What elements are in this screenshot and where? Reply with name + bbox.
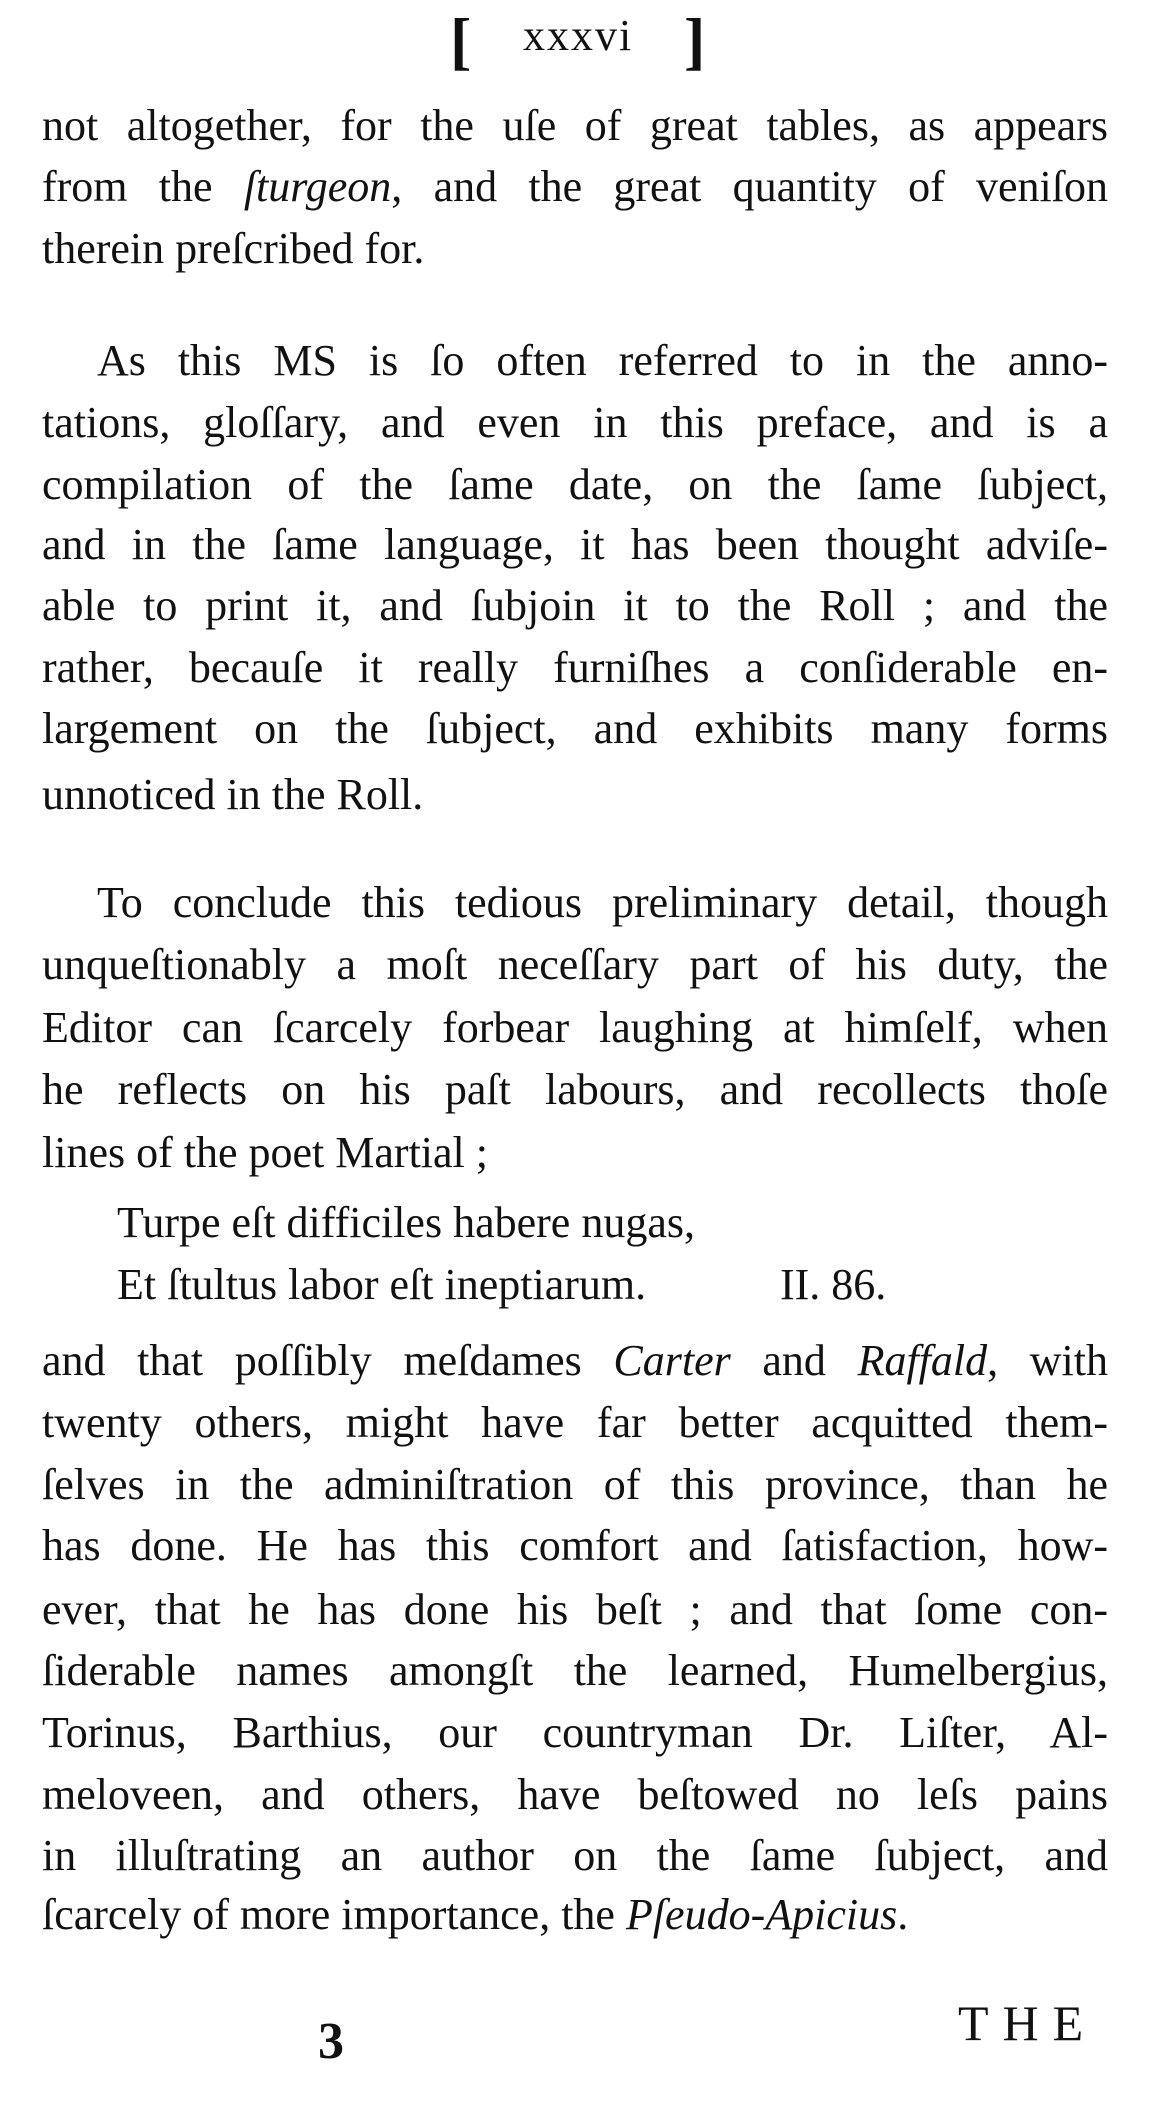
verse-line: Et ſtultus labor eſt ineptiarum. [117, 1260, 647, 1309]
text-line [42, 101, 1108, 150]
text-run: Torinus, Barthius, our countryman Dr. Liſter, Al- [42, 1708, 1108, 1757]
text-run: To conclude this tedious preliminary detail, though [97, 878, 1108, 927]
text-line [42, 1460, 1108, 1509]
text-line [42, 1646, 1108, 1695]
signature-mark: 3 [318, 2013, 344, 2070]
verse-line: Turpe eſt difficiles habere nugas, [117, 1198, 695, 1247]
text-line [42, 581, 1108, 630]
text-line [42, 1708, 1108, 1757]
text-run: , with [987, 1336, 1108, 1385]
text-run: rather, becauſe it really furniſhes a conſiderable en- [42, 643, 1108, 692]
text-line [42, 1398, 1108, 1447]
text-line [42, 1128, 1108, 1177]
text-run: meloveen, and others, have beſtowed no leſs pains [42, 1770, 1108, 1819]
text-run: ſelves in the adminiſtration of this province, than he [42, 1460, 1108, 1509]
text-run: able to print it, and ſubjoin it to the Roll ; and the [42, 581, 1108, 630]
text-run: has done. He has this comfort and ſatisfaction, how- [42, 1521, 1108, 1570]
text-line [42, 1585, 1108, 1634]
text-line [42, 704, 1108, 753]
text-run: compilation of the ſame date, on the ſame ſubject, [42, 460, 1108, 509]
text-line [42, 460, 1108, 509]
text-run: lines of the poet Martial ; [42, 1128, 488, 1177]
text-line [42, 770, 1108, 819]
header-bracket-open: [ [450, 5, 472, 76]
text-run: therein preſcribed for. [42, 224, 425, 273]
page-number: xxxvi [523, 11, 634, 60]
text-run: and [730, 1336, 858, 1385]
text-run: ſiderable names amongſt the learned, Humelbergius, [42, 1646, 1108, 1695]
text-run: he reflects on his paſt labours, and recollects thoſe [42, 1065, 1108, 1114]
text-line [42, 940, 1108, 989]
text-run: in illuſtrating an author on the ſame ſubject, and [42, 1831, 1108, 1880]
catchword: THE [958, 1995, 1098, 2051]
text-run: and in the ſame language, it has been thought adviſe- [42, 520, 1108, 569]
italic-text: ſturgeon [243, 162, 392, 211]
text-line [42, 1065, 1108, 1114]
text-run: As this MS is ſo often referred to in the anno- [97, 336, 1108, 385]
header-bracket-close: ] [684, 5, 706, 76]
text-run: and that poſſibly meſdames [42, 1336, 614, 1385]
text-run: unnoticed in the Roll. [42, 770, 424, 819]
text-run: ever, that he has done his beſt ; and that ſome con- [42, 1585, 1108, 1634]
text-line [42, 162, 1108, 211]
text-run: , and the great quantity of veniſon [391, 162, 1108, 211]
text-line [42, 1521, 1108, 1570]
text-line [42, 398, 1108, 447]
text-run: not altogether, for the uſe of great tables, as appears [42, 101, 1108, 150]
text-run: Editor can ſcarcely forbear laughing at himſelf, when [42, 1003, 1108, 1052]
text-line [42, 520, 1108, 569]
text-run: twenty others, might have far better acquitted them- [42, 1398, 1108, 1447]
text-line [42, 1770, 1108, 1819]
italic-text: Carter [613, 1336, 731, 1385]
text-line [97, 878, 1108, 927]
verse-reference: II. 86. [780, 1260, 887, 1309]
text-line [42, 1831, 1108, 1880]
text-line [42, 643, 1108, 692]
text-run: unqueſtionably a moſt neceſſary part of his duty, the [42, 940, 1108, 989]
text-run: . [897, 1890, 909, 1939]
text-line [97, 336, 1108, 385]
text-line [42, 1890, 1108, 1939]
italic-text: Pſeudo-Apicius [625, 1890, 898, 1939]
text-run: from the [42, 162, 244, 211]
text-line [42, 1003, 1108, 1052]
text-run: largement on the ſubject, and exhibits many forms [42, 704, 1108, 753]
italic-text: Raffald [857, 1336, 988, 1385]
text-run: tations, gloſſary, and even in this preface, and is a [42, 398, 1108, 447]
text-run: ſcarcely of more importance, the [42, 1890, 626, 1939]
text-line [42, 1336, 1108, 1385]
text-line [42, 224, 1108, 273]
